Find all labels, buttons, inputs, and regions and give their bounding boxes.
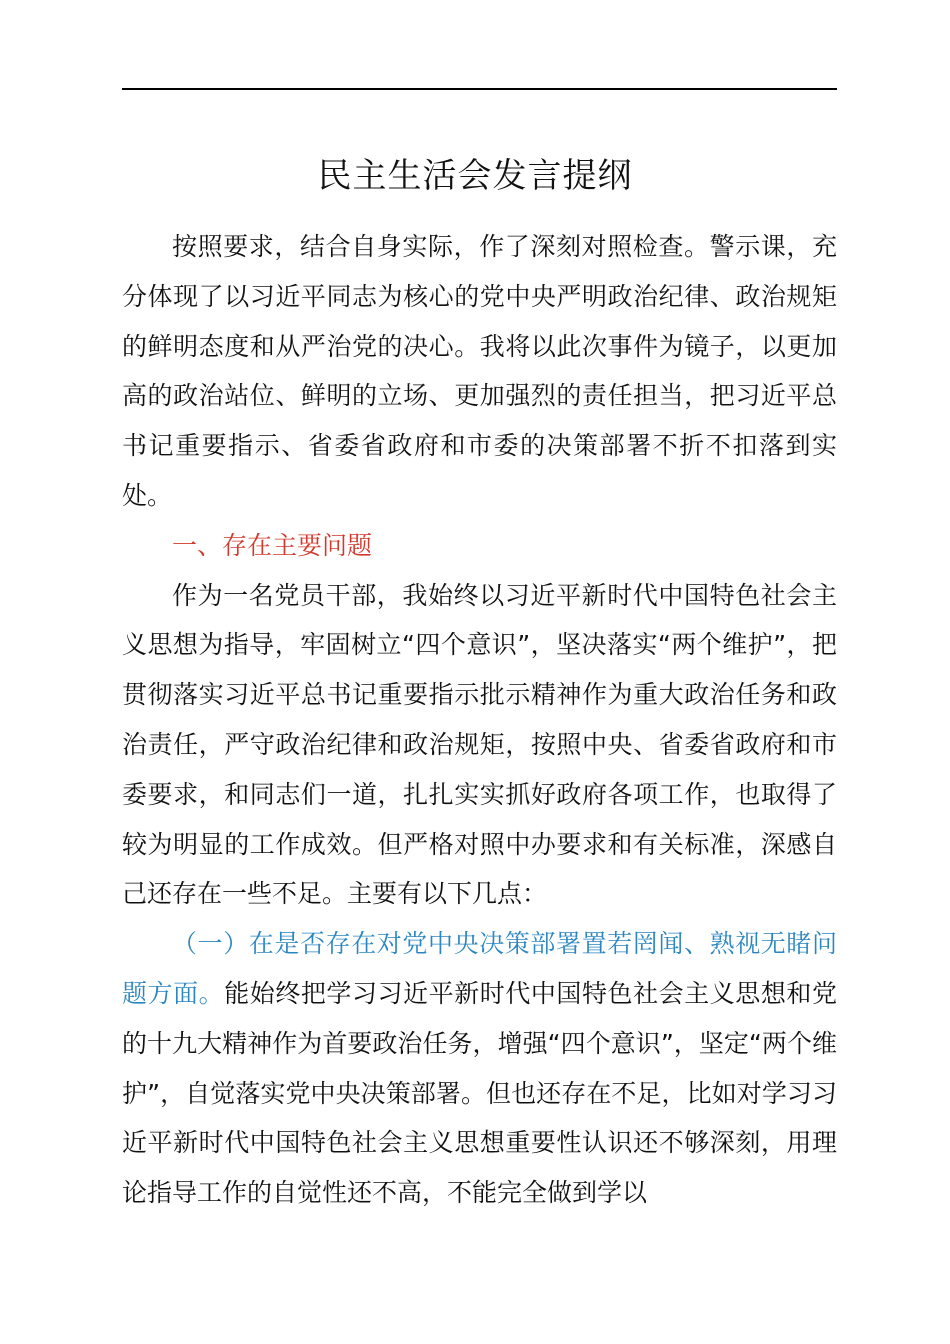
section-paragraph: 作为一名党员干部，我始终以习近平新时代中国特色社会主义思想为指导，牢固树立“四个意识”，坚决落实“两个维护”，把贯彻落实习近平总书记重要指示批示精神作为重大政治任务和政治责任，严守政治纪律和政治规矩，按照中央、省委省政府和市委要求，和同志们一道，扎扎实实抓好政府各项工作，也取得了较为明显的工作成效。但严格对照中办要求和有关标准，深感自己还存在一些不足。主要有以下几点：	[122, 580, 837, 909]
subsection-text: 能始终把学习习近平新时代中国特色社会主义思想和党的十九大精神作为首要政治任务，增强“四个意识”，坚定“两个维护”，自觉落实党中央决策部署。但也还存在不足，比如对学习习近平新时代中国特色社会主义思想重要性认识还不够深刻，用理论指导工作的自觉性还不高，不能完全做到学以	[122, 978, 837, 1208]
section-heading: 一、存在主要问题	[172, 530, 373, 560]
subsection-paragraph	[122, 919, 837, 1218]
intro-paragraph: 按照要求，结合自身实际，作了深刻对照检查。警示课，充分体现了以习近平同志为核心的党中央严明政治纪律、政治规矩的鲜明态度和从严治党的决心。我将以此次事件为镜子，以更加高的政治站位、鲜明的立场、更加强烈的责任担当，把习近平总书记重要指示、省委省政府和市委的决策部署不折不扣落到实处。	[122, 232, 837, 510]
document-title: 民主生活会发言提纲	[317, 156, 633, 196]
header-rule	[122, 88, 837, 90]
subsection-heading: （一）在是否存在对党中央决策部署置若罔闻、熟视无睹问题方面。	[122, 929, 837, 1008]
document-body	[122, 222, 837, 1218]
